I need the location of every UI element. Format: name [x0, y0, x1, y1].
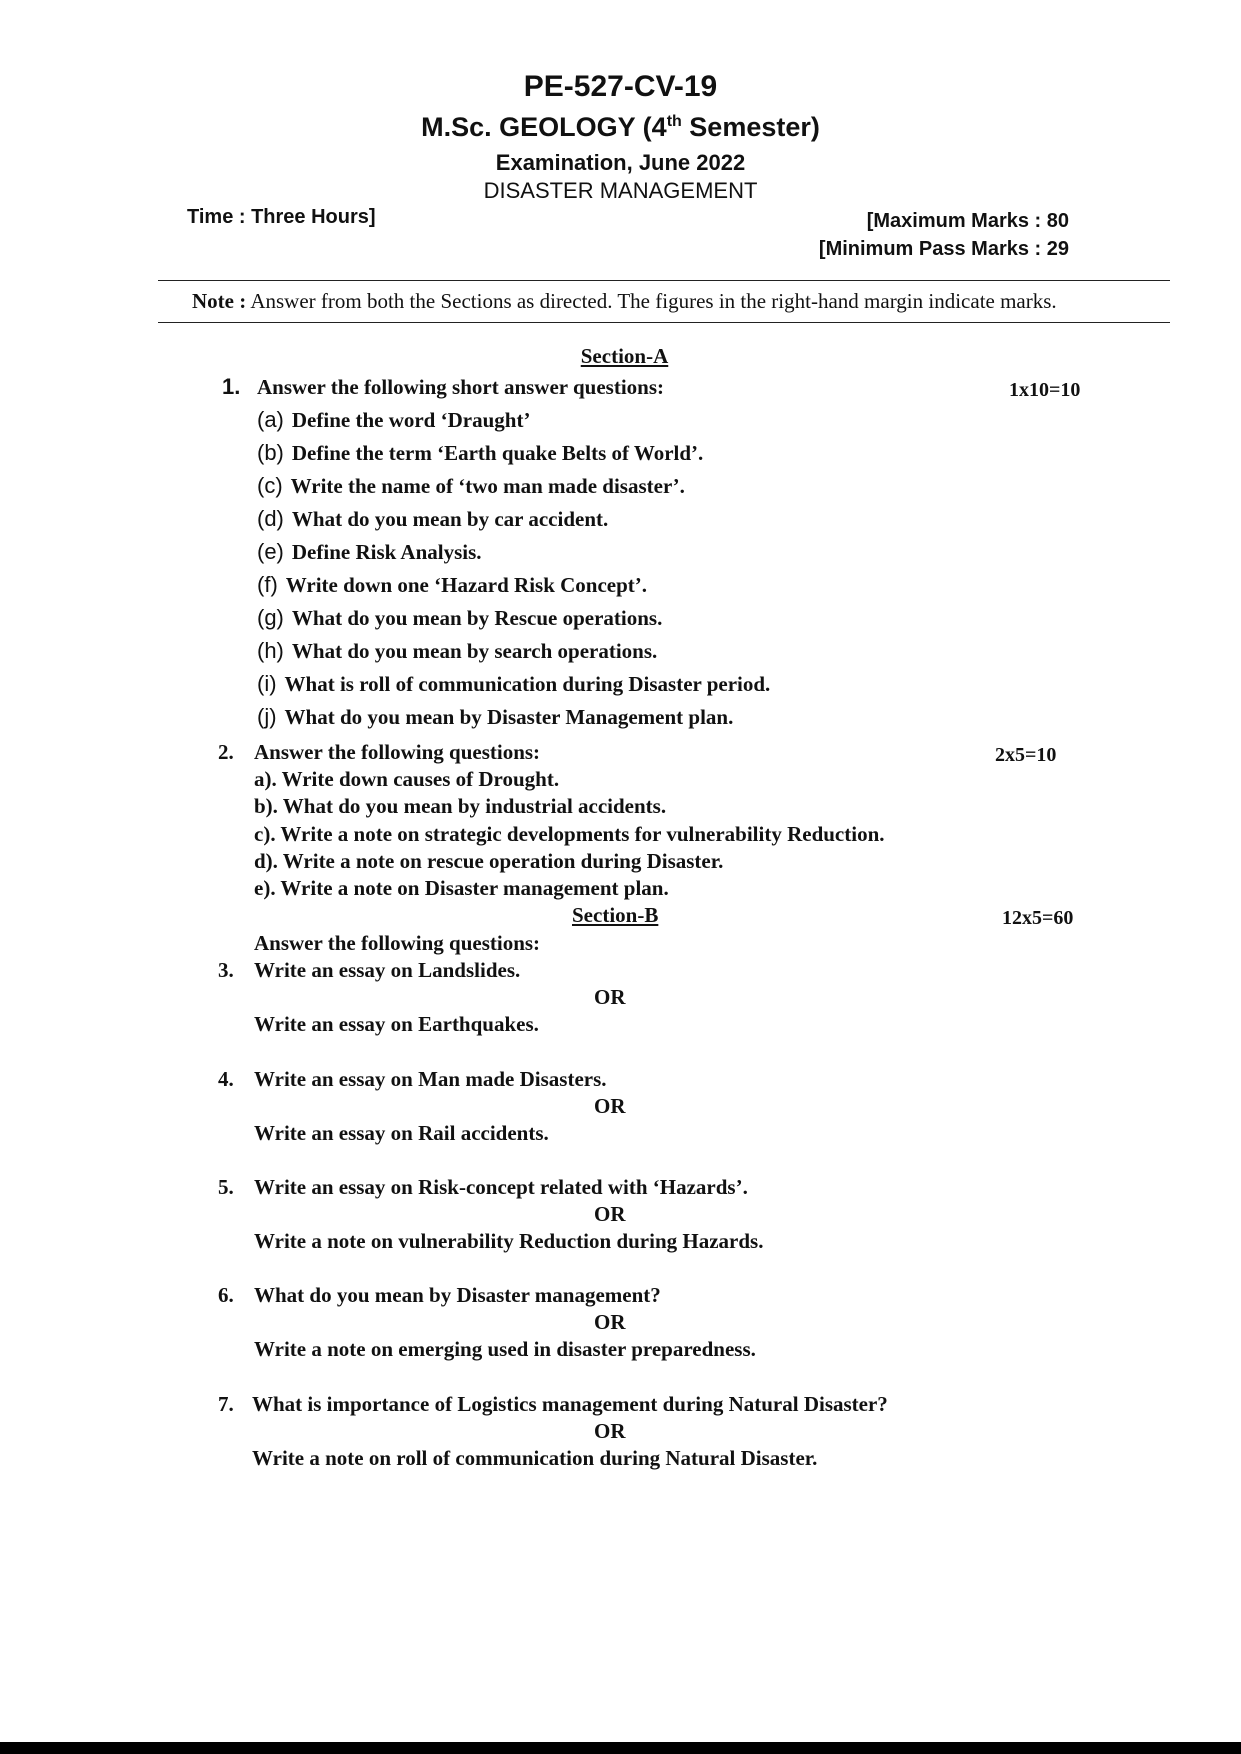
q6-number: 6. [218, 1283, 234, 1307]
q1-text: Answer the following short answer questions: [257, 375, 664, 399]
q1-item-text: Write the name of ‘two man made disaster’. [290, 474, 685, 498]
q1-item-letter: (g) [257, 605, 284, 630]
q1-item-letter: (h) [257, 638, 284, 663]
q4-second: Write an essay on Rail accidents. [254, 1121, 549, 1145]
degree-text-end: Semester) [681, 112, 820, 142]
q3-second: Write an essay on Earthquakes. [254, 1012, 539, 1036]
degree-superscript: th [666, 113, 682, 130]
q5-number: 5. [218, 1175, 234, 1199]
q6-first: What do you mean by Disaster management? [254, 1283, 661, 1307]
q3-first: Write an essay on Landslides. [254, 958, 521, 982]
q1-item-letter: (f) [257, 572, 278, 597]
scan-border [0, 1742, 1241, 1754]
exam-title: Examination, June 2022 [495, 150, 746, 175]
paper-code: PE-527-CV-19 [523, 70, 718, 103]
q7-first: What is importance of Logistics management during Natural Disaster? [252, 1392, 888, 1416]
note [192, 289, 1057, 314]
q1-item-letter: (b) [257, 440, 284, 465]
minimum-pass-marks: [Minimum Pass Marks : 29 [818, 238, 1069, 260]
q1-item [257, 605, 662, 631]
degree-title [0, 112, 1241, 143]
q1-item [257, 506, 608, 532]
q1-item [257, 473, 685, 499]
note-label: Note : [192, 289, 247, 313]
q2-item: e). Write a note on Disaster management plan. [254, 876, 669, 900]
q1-item-text: Write down one ‘Hazard Risk Concept’. [285, 573, 648, 597]
section-a-title: Section-A [580, 344, 669, 368]
q1-item-text: What do you mean by Disaster Management plan. [284, 705, 734, 729]
divider-top [158, 280, 1170, 281]
q2-text: Answer the following questions: [254, 740, 541, 764]
section-b-marks: 12x5=60 [1002, 907, 1074, 929]
q7-number: 7. [218, 1392, 234, 1416]
divider-bottom [158, 322, 1170, 323]
maximum-marks: [Maximum Marks : 80 [866, 210, 1069, 232]
q6-second: Write a note on emerging used in disaster preparedness. [254, 1337, 756, 1361]
q1-item-text: Define the term ‘Earth quake Belts of World’. [291, 441, 704, 465]
q1-item-text: Define the word ‘Draught’ [291, 408, 531, 432]
q1-item-letter: (a) [257, 407, 284, 432]
q1-item [257, 539, 482, 565]
q1-item [257, 440, 703, 466]
q2-marks: 2x5=10 [995, 744, 1057, 766]
q1-item-text: What do you mean by car accident. [291, 507, 609, 531]
q1-number: 1. [222, 374, 241, 399]
subject-title: DISASTER MANAGEMENT [483, 178, 758, 203]
q3-number: 3. [218, 958, 234, 982]
q5-first: Write an essay on Risk-concept related with ‘Hazards’. [254, 1175, 748, 1199]
q7-second: Write a note on roll of communication during Natural Disaster. [252, 1446, 818, 1470]
q6-or: OR [594, 1310, 626, 1334]
q1-item [257, 671, 770, 697]
q1-item-text: What do you mean by search operations. [291, 639, 658, 663]
section-b-intro: Answer the following questions: [254, 931, 541, 955]
q1-item [257, 572, 647, 598]
q1-item-letter: (c) [257, 473, 283, 498]
q4-first: Write an essay on Man made Disasters. [254, 1067, 607, 1091]
q2-item: b). What do you mean by industrial accidents. [254, 794, 667, 818]
q1-item-letter: (i) [257, 671, 277, 696]
q1-item-text: What do you mean by Rescue operations. [291, 606, 663, 630]
q5-second: Write a note on vulnerability Reduction during Hazards. [254, 1229, 764, 1253]
q1-item-letter: (e) [257, 539, 284, 564]
time-allowed: Time : Three Hours] [187, 206, 376, 228]
q2-number: 2. [218, 740, 234, 764]
q1-item [257, 638, 657, 664]
q2-item: c). Write a note on strategic developments for vulnerability Reduction. [254, 822, 885, 846]
q4-number: 4. [218, 1067, 234, 1091]
q1-item-letter: (d) [257, 506, 284, 531]
q4-or: OR [594, 1094, 626, 1118]
section-b-title: Section-B [572, 903, 659, 927]
q1-item [257, 704, 733, 730]
q1-marks: 1x10=10 [1009, 379, 1081, 401]
q1-item-letter: (j) [257, 704, 277, 729]
q2-item: d). Write a note on rescue operation during Disaster. [254, 849, 724, 873]
q1-item-text: What is roll of communication during Disaster period. [284, 672, 771, 696]
note-text: Answer from both the Sections as directed. The figures in the right-hand margin indicate marks. [246, 289, 1057, 313]
degree-text: M.Sc. GEOLOGY (4 [421, 112, 667, 142]
q5-or: OR [594, 1202, 626, 1226]
q1-item [257, 407, 530, 433]
q3-or: OR [594, 985, 626, 1009]
q7-or: OR [594, 1419, 626, 1443]
q1-item-text: Define Risk Analysis. [291, 540, 482, 564]
q2-item: a). Write down causes of Drought. [254, 767, 560, 791]
